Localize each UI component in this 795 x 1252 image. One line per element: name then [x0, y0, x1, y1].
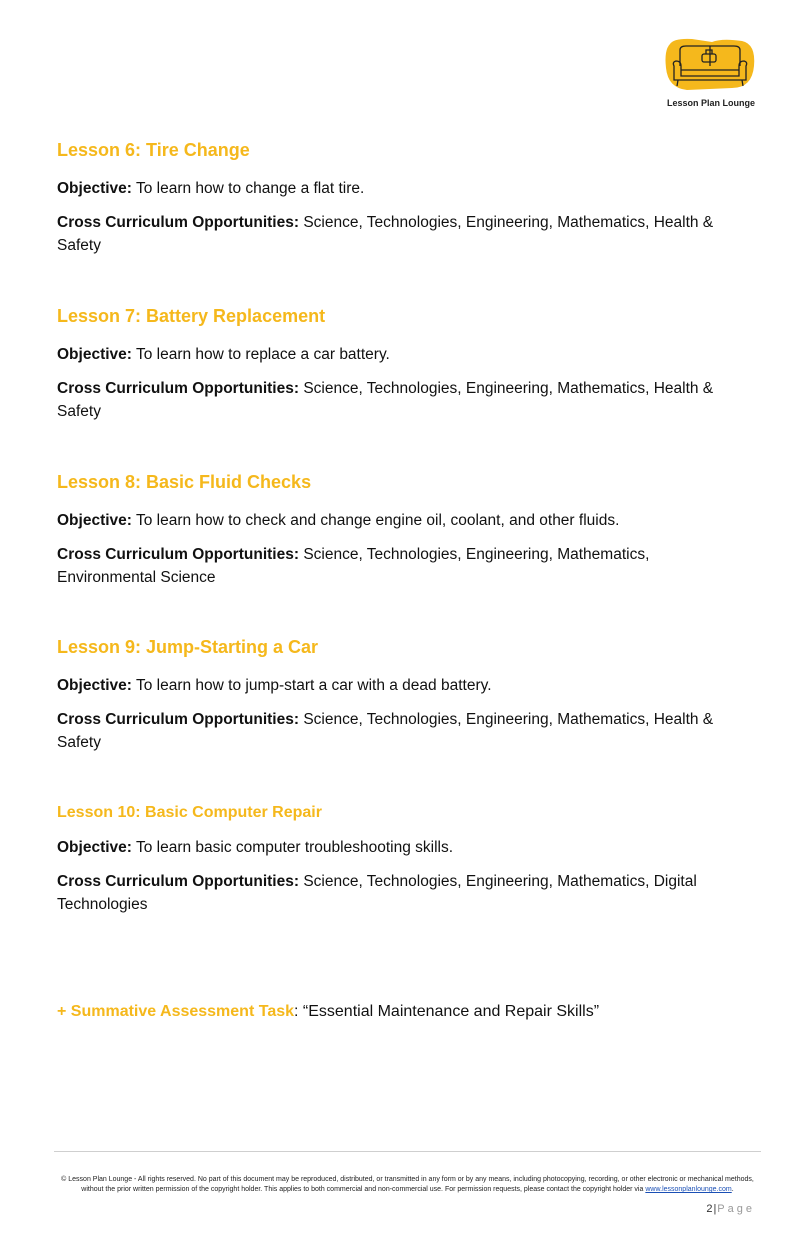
cross-text: Science, Technologies, Engineering, Mathematics, Health & Safety: [57, 380, 714, 420]
lesson-cross-curriculum: [57, 211, 737, 257]
lesson-card: [57, 635, 737, 754]
objective-text: To learn how to replace a car battery.: [135, 346, 390, 363]
cross-label: Cross Curriculum Opportunities:: [57, 380, 299, 397]
lesson-card: [57, 304, 737, 423]
cross-text: Science, Technologies, Engineering, Mathematics, Environmental Science: [57, 546, 650, 586]
lesson-objective: [57, 344, 737, 366]
objective-label: Objective:: [57, 346, 132, 363]
lesson-objective: [57, 178, 737, 200]
cross-label: Cross Curriculum Opportunities:: [57, 711, 299, 728]
objective-label: Objective:: [57, 180, 132, 197]
lesson-card: [57, 470, 737, 589]
lesson-title: Lesson 8: Basic Fluid Checks: [57, 472, 312, 492]
summative-label: + Summative Assessment Task: [57, 1003, 295, 1020]
objective-label: Objective:: [57, 512, 132, 529]
lesson-cross-curriculum: [57, 708, 737, 754]
lesson-objective: [57, 675, 737, 697]
lesson-card: [57, 801, 737, 916]
cross-text: Science, Technologies, Engineering, Mathematics, Health & Safety: [57, 711, 714, 751]
cross-label: Cross Curriculum Opportunities:: [57, 873, 299, 890]
lesson-cross-curriculum: [57, 377, 737, 423]
lesson-objective: [57, 510, 737, 532]
page-separator: |: [713, 1203, 718, 1215]
cross-text: Science, Technologies, Engineering, Mathematics, Digital Technologies: [57, 873, 697, 913]
objective-label: Objective:: [57, 677, 132, 694]
page-number-value: 2: [706, 1203, 714, 1215]
brand-name: Lesson Plan Lounge: [666, 98, 755, 108]
brand-logo: [662, 36, 760, 116]
footer-copyright: [60, 1175, 755, 1195]
objective-text: To learn how to check and change engine oil, coolant, and other fluids.: [135, 512, 620, 529]
objective-label: Objective:: [57, 839, 132, 856]
summative-text: : “Essential Maintenance and Repair Skills”: [294, 1003, 600, 1020]
cross-label: Cross Curriculum Opportunities:: [57, 214, 299, 231]
sofa-icon: [662, 36, 760, 98]
objective-text: To learn how to jump-start a car with a dead battery.: [135, 677, 492, 694]
cross-text: Science, Technologies, Engineering, Mathematics, Health & Safety: [57, 214, 714, 254]
copyright-text: © Lesson Plan Lounge - All rights reserved. No part of this document may be reproduced, distributed, or transmitted in any form or by any means, including photocopying, recording, or other electronic or mechanical methods, without the prior written permission of the copyright holder. This applies to both commercial and non-commercial use. For permission requests, please contact the copyright holder via: [61, 1176, 754, 1193]
objective-text: To learn basic computer troubleshooting skills.: [135, 839, 454, 856]
lesson-cross-curriculum: [57, 543, 737, 589]
link-suffix: .: [731, 1186, 734, 1193]
website-link[interactable]: www.lessonplanlounge.com: [645, 1186, 732, 1193]
lesson-objective: [57, 837, 737, 859]
lesson-cross-curriculum: [57, 870, 737, 916]
objective-text: To learn how to change a flat tire.: [135, 180, 365, 197]
lesson-title: Lesson 7: Battery Replacement: [57, 306, 326, 326]
footer-divider: [54, 1151, 761, 1152]
summative-assessment: [57, 1001, 599, 1023]
lesson-title: Lesson 9: Jump-Starting a Car: [57, 637, 319, 657]
page-label: Page: [717, 1203, 755, 1215]
lesson-card: [57, 138, 737, 257]
page-number: [706, 1203, 755, 1215]
lesson-title: Lesson 6: Tire Change: [57, 140, 250, 160]
lesson-title: Lesson 10: Basic Computer Repair: [57, 804, 322, 821]
cross-label: Cross Curriculum Opportunities:: [57, 546, 299, 563]
